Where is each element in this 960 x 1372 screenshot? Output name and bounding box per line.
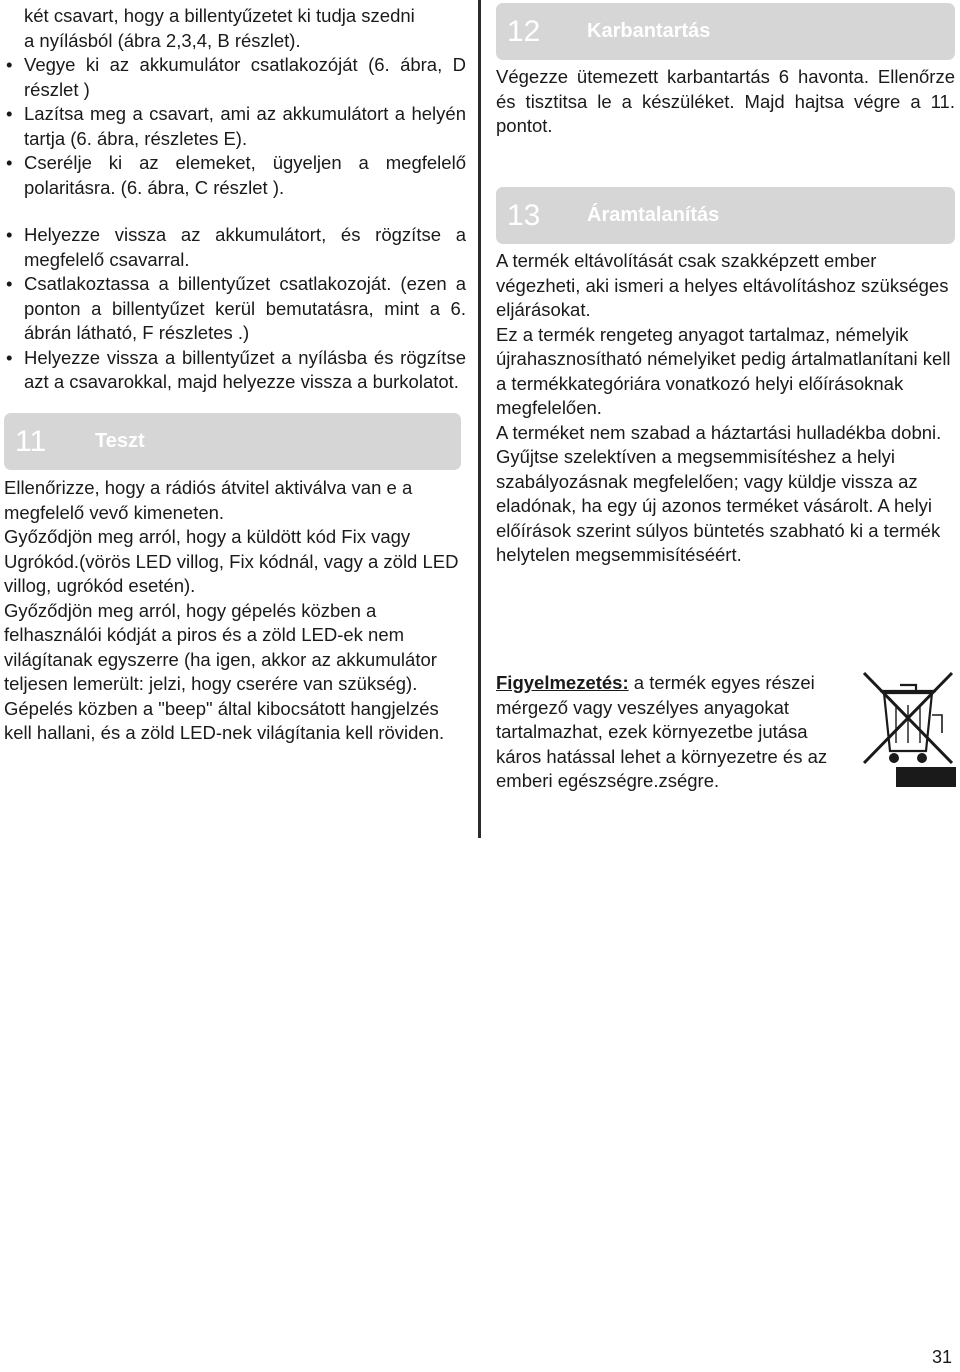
paragraph: Ez a termék rengeteg anyagot tartalmaz, némelyik újrahasznosítható némelyiket pedig ártalmatlanítani kell a termékkategóriára vonatkozó helyi előírásoknak megfelelően. (496, 323, 951, 418)
warning-text: a termék egyes részei mérgező vagy veszélyes anyagokat tartalmazhat, ezek környezetbe jutása káros hatással lehet a környezetre és az emberi egészségre.zségre. (496, 672, 828, 791)
continued-line: a nyílásból (ábra 2,3,4, B részlet). (24, 29, 301, 51)
bullet-item: • Csatlakoztassa a billentyűzet csatlakozoját. (ezen a ponton a billentyűzet kerül bemutatásra, mint a 6. ábrán látható, F részletes .) (4, 272, 466, 346)
bullet-list (4, 53, 466, 200)
paragraph: Győződjön meg arról, hogy gépelés közben a felhasználói kódját a piros és a zöld LED-ek nem világítanak egyszerre (ha igen, akkor az akkumulátor teljesen lemerült: jelzi, hogy cserére van szükség). (4, 599, 437, 694)
bullet-item: • Cserélje ki az elemeket, ügyeljen a megfelelő polaritásra. (6. ábra, C részlet ). (4, 151, 466, 200)
section-number: 12 (507, 14, 541, 48)
section-number: 13 (507, 198, 541, 232)
left-column (4, 0, 466, 395)
paragraph: A termék eltávolítását csak szakképzett ember végezheti, aki ismeri a helyes eltávolításhoz szükséges eljárásokat. (496, 250, 949, 320)
section-header-12 (496, 3, 955, 60)
section-header-11 (4, 413, 461, 470)
section-number: 11 (15, 424, 47, 458)
paragraph: Győződjön meg arról, hogy a küldött kód Fix vagy Ugrókód.(vörös LED villog, Fix kódnál, vagy a zöld LED villog, ugrókód esetén). (4, 526, 459, 596)
page-number: 31 (931, 1347, 952, 1367)
warning-paragraph (496, 671, 854, 794)
bullet-item: • Helyezze vissza az akkumulátort, és rögzítse a megfelelő csavarral. (4, 223, 466, 272)
bullet-list (4, 223, 466, 395)
bullet-item: • Vegye ki az akkumulátor csatlakozóját (6. ábra, D részlet ) (4, 53, 466, 102)
bullet-item: • Helyezze vissza a billentyűzet a nyílásba és rögzítse azt a csavarokkal, majd helyezze vissza a burkolatot. (4, 346, 466, 395)
paragraph: Végezze ütemezett karbantartás 6 havonta. Ellenőrze és tisztitsa le a készüléket. Majd hajtsa végre a 11. pontot. (496, 66, 955, 136)
paragraph: Gépelés közben a "beep" által kibocsátott hangjelzés kell hallani, és a zöld LED-nek világítania kell röviden. (4, 697, 445, 743)
section-body-11 (4, 476, 459, 746)
bullet-item: • Lazítsa meg a csavart, ami az akkumulátort a helyén tartja (6. ábra, részletes E). (4, 102, 466, 151)
section-body-12 (496, 65, 955, 139)
section-body-13 (496, 249, 958, 568)
paragraph: Ellenőrizze, hogy a rádiós átvitel aktiválva van e a megfelelő vevő kimeneten. (4, 477, 413, 523)
continued-line: két csavart, hogy a billentyűzetet ki tudja szedni (24, 5, 415, 26)
continued-text (4, 4, 466, 53)
paragraph: A terméket nem szabad a háztartási hulladékba dobni. Gyűjtse szelektíven a megsemmisítéshez a helyi szabályozásnak megfelelően; vagy küldje vissza az eladónak, ha egy új azonos terméket vásárolt. A helyi előírások szerint súlyos büntetés szabható ki a termék helytelen megsemmisítéséért. (496, 421, 942, 565)
section-title: Teszt (95, 430, 145, 452)
crossed-out-wheelie-bin-icon (860, 667, 956, 791)
warning-label: Figyelmezetés: (496, 672, 629, 693)
section-title: Karbantartás (587, 20, 711, 42)
section-header-13 (496, 187, 955, 244)
column-divider (478, 0, 481, 838)
section-title: Áramtalanítás (587, 204, 720, 226)
warning-note (496, 671, 854, 794)
